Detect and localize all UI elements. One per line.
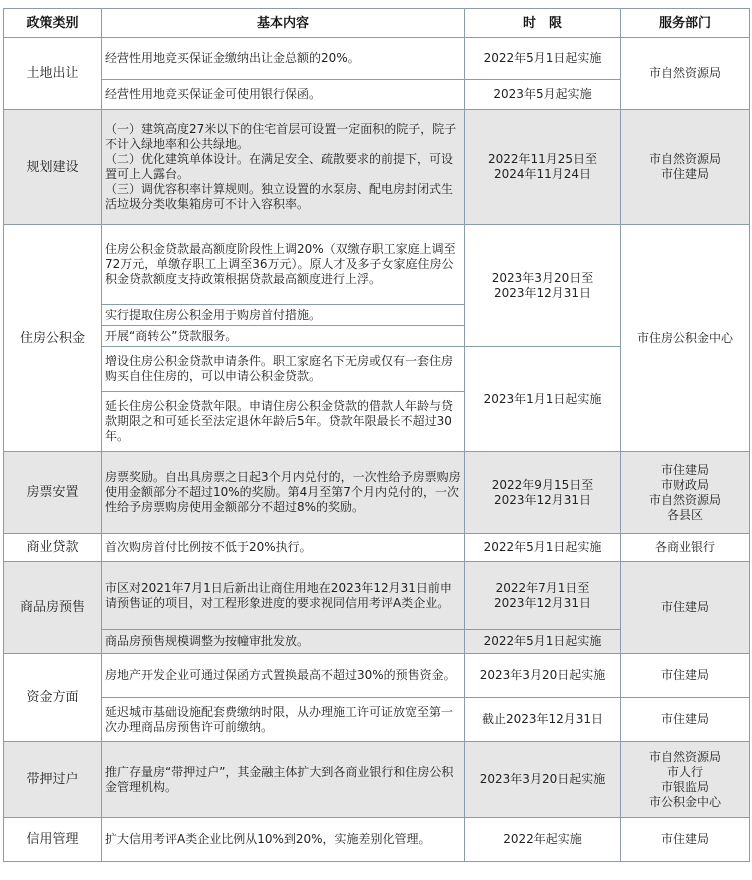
- presale-department: 市住建局: [621, 562, 750, 654]
- table-row: [4, 818, 750, 862]
- header-row: [4, 9, 750, 38]
- planning-content: （一）建筑高度27米以下的住宅首层可设置一定面积的院子，院子不计入绿地率和公共绿地。 （二）优化建筑单体设计。在满足安全、疏散要求的前提下，可设置可上人露台。 （三）调优容积率计算规则。独立设置的水泵房、配电房封闭式生活垃圾分类收集箱房可不计入容积率。: [102, 110, 465, 225]
- category-credit: 信用管理: [4, 818, 102, 862]
- funding-time-1: 2023年3月20日起实施: [465, 654, 621, 698]
- header-department: 服务部门: [621, 9, 750, 38]
- purchase-voucher-department: 市住建局 市财政局 市自然资源局 各县区: [621, 452, 750, 534]
- table-row: [4, 38, 750, 80]
- purchase-voucher-content: 房票奖励。自出具房票之日起3个月内兑付的，一次性给予房票购房使用金额部分不超过10%的奖励。第4月至第7个月内兑付的，一次性给予房票购房使用金额部分不超过8%的奖励。: [102, 452, 465, 534]
- commercial-loan-department: 各商业银行: [621, 534, 750, 562]
- presale-time-2: 2022年5月1日起实施: [465, 630, 621, 654]
- category-housing-fund: 住房公积金: [4, 225, 102, 452]
- planning-department: 市自然资源局 市住建局: [621, 110, 750, 225]
- housing-fund-content-2: 实行提取住房公积金用于购房首付措施。: [102, 305, 465, 326]
- category-land: 土地出让: [4, 38, 102, 110]
- commercial-loan-content: 首次购房首付比例按不低于20%执行。: [102, 534, 465, 562]
- commercial-loan-time: 2022年5月1日起实施: [465, 534, 621, 562]
- funding-content-2: 延迟城市基础设施配套费缴纳时限，从办理施工许可证放宽至第一次办理商品房预售许可前缴纳。: [102, 698, 465, 742]
- category-planning: 规划建设: [4, 110, 102, 225]
- presale-time-1: 2022年7月1日至 2023年12月31日: [465, 562, 621, 630]
- presale-content-2: 商品房预售规模调整为按幢审批发放。: [102, 630, 465, 654]
- table-row: [4, 698, 750, 742]
- land-time-2: 2023年5月起实施: [465, 80, 621, 110]
- table-row: [4, 534, 750, 562]
- table-row: [4, 654, 750, 698]
- housing-fund-content-5: 延长住房公积金贷款年限。申请住房公积金贷款的借款人年龄与贷款期限之和可延长至法定退休年龄后5年。贷款年限最长不超过30年。: [102, 392, 465, 452]
- housing-fund-time-b: 2023年1月1日起实施: [465, 347, 621, 452]
- header-time: 时 限: [465, 9, 621, 38]
- planning-time: 2022年11月25日至 2024年11月24日: [465, 110, 621, 225]
- header-category: 政策类别: [4, 9, 102, 38]
- category-mortgage-transfer: 带押过户: [4, 742, 102, 818]
- housing-fund-content-3: 开展“商转公”贷款服务。: [102, 326, 465, 347]
- policy-table: [3, 8, 750, 862]
- header-content: 基本内容: [102, 9, 465, 38]
- housing-fund-content-4: 增设住房公积金贷款申请条件。职工家庭名下无房或仅有一套住房购买自住住房的，可以申请公积金贷款。: [102, 347, 465, 392]
- table-row: [4, 562, 750, 630]
- funding-content-1: 房地产开发企业可通过保函方式置换最高不超过30%的预售资金。: [102, 654, 465, 698]
- land-time-1: 2022年5月1日起实施: [465, 38, 621, 80]
- funding-department-1: 市住建局: [621, 654, 750, 698]
- category-commercial-loan: 商业贷款: [4, 534, 102, 562]
- credit-time: 2022年起实施: [465, 818, 621, 862]
- category-purchase-voucher: 房票安置: [4, 452, 102, 534]
- land-content-2: 经营性用地竞买保证金可使用银行保函。: [102, 80, 465, 110]
- mortgage-transfer-department: 市自然资源局 市人行 市银监局 市公积金中心: [621, 742, 750, 818]
- table-row: [4, 110, 750, 225]
- category-presale: 商品房预售: [4, 562, 102, 654]
- mortgage-transfer-content: 推广存量房“带押过户”，其金融主体扩大到各商业银行和住房公积金管理机构。: [102, 742, 465, 818]
- table-row: [4, 452, 750, 534]
- land-department: 市自然资源局: [621, 38, 750, 110]
- housing-fund-content-1: 住房公积金贷款最高额度阶段性上调20%（双缴存职工家庭上调至72万元，单缴存职工上调至36万元）。原人才及多子女家庭住房公积金贷款额度支持政策根据贷款最高额度进行上浮。: [102, 225, 465, 305]
- land-content-1: 经营性用地竞买保证金缴纳出让金总额的20%。: [102, 38, 465, 80]
- table-row: [4, 742, 750, 818]
- credit-department: 市住建局: [621, 818, 750, 862]
- presale-content-1: 市区对2021年7月1日后新出让商住用地在2023年12月31日前申请预售证的项目，对工程形象进度的要求视同信用考评A类企业。: [102, 562, 465, 630]
- mortgage-transfer-time: 2023年3月20日起实施: [465, 742, 621, 818]
- funding-department-2: 市住建局: [621, 698, 750, 742]
- housing-fund-department: 市住房公积金中心: [621, 225, 750, 452]
- credit-content: 扩大信用考评A类企业比例从10%到20%，实施差别化管理。: [102, 818, 465, 862]
- table-row: [4, 225, 750, 305]
- purchase-voucher-time: 2022年9月15日至 2023年12月31日: [465, 452, 621, 534]
- funding-time-2: 截止2023年12月31日: [465, 698, 621, 742]
- category-funding: 资金方面: [4, 654, 102, 742]
- housing-fund-time-a: 2023年3月20日至 2023年12月31日: [465, 225, 621, 347]
